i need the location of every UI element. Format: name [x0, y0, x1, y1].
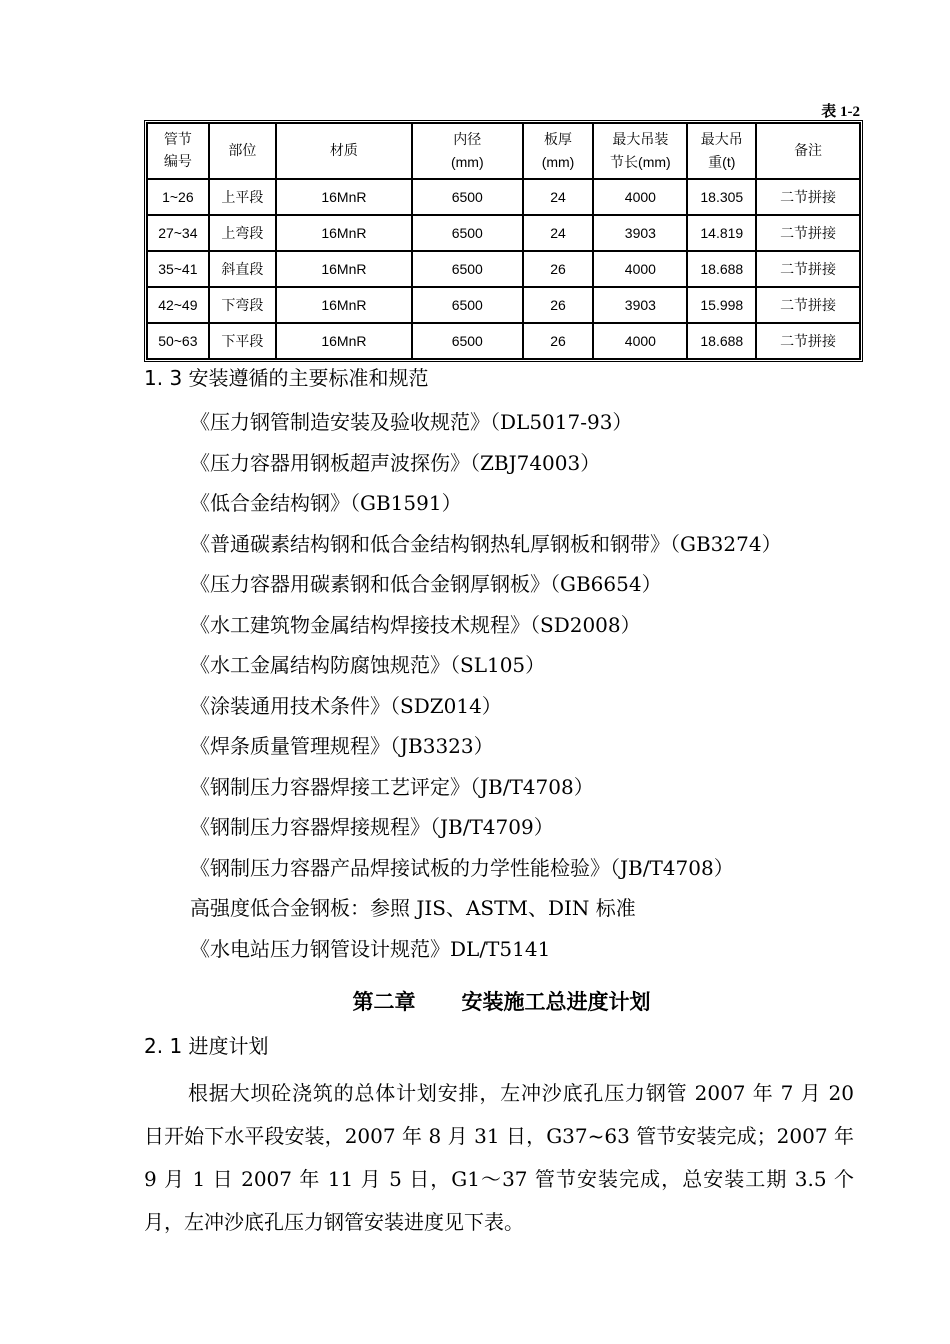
- table-cell: 斜直段: [209, 251, 276, 287]
- column-header: [412, 123, 523, 179]
- standard-item: 《焊条质量管理规程》（JB3323）: [190, 734, 494, 758]
- table-header-row: [147, 123, 860, 179]
- column-header: [276, 123, 412, 179]
- table-cell: 上平段: [209, 179, 276, 215]
- standard-item: 《水工建筑物金属结构焊接技术规程》（SD2008）: [190, 612, 641, 637]
- standard-item: 《钢制压力容器焊接规程》（JB/T4709）: [190, 815, 554, 839]
- standard-item: 《压力钢管制造安装及验收规范》（DL5017-93）: [190, 410, 633, 434]
- table-cell: 二节拼接: [756, 215, 860, 251]
- table-cell: 26: [523, 323, 594, 359]
- table-body: [147, 179, 860, 359]
- column-header-text: 内径: [453, 132, 482, 148]
- column-header-text: (mm): [541, 154, 575, 170]
- table-row: [147, 323, 860, 359]
- column-header-text: 板厚: [544, 132, 573, 148]
- table-cell: 15.998: [687, 287, 756, 323]
- column-header-text: (mm): [450, 154, 484, 170]
- table-cell: 24: [523, 179, 594, 215]
- table-cell: 16MnR: [276, 287, 412, 323]
- column-header-text: 最大吊装: [612, 132, 669, 148]
- column-header: [756, 123, 860, 179]
- table-cell: 42~49: [147, 287, 209, 323]
- section-title: 1. 3 安装遵循的主要标准和规范: [144, 366, 429, 390]
- standard-item: 《压力容器用碳素钢和低合金钢厚钢板》（GB6654）: [190, 572, 662, 596]
- table-cell: 16MnR: [276, 251, 412, 287]
- standard-item: 《水电站压力钢管设计规范》DL/T5141: [190, 936, 551, 961]
- table-cell: 1~26: [147, 179, 209, 215]
- table-cell: 18.688: [687, 323, 756, 359]
- table-cell: 上弯段: [209, 215, 276, 251]
- table-cell: 二节拼接: [756, 287, 860, 323]
- table-cell: 二节拼接: [756, 251, 860, 287]
- table-cell: 3903: [593, 287, 687, 323]
- table-cell: 二节拼接: [756, 323, 860, 359]
- table-cell: 24: [523, 215, 594, 251]
- table-cell: 16MnR: [276, 215, 412, 251]
- table-cell: 6500: [412, 179, 523, 215]
- column-header-text: 最大吊: [700, 132, 743, 148]
- chapter-heading: [0, 986, 950, 1016]
- table-cell: 4000: [593, 323, 687, 359]
- table-cell: 6500: [412, 323, 523, 359]
- table-cell: 4000: [593, 179, 687, 215]
- table-cell: 二节拼接: [756, 179, 860, 215]
- table-cell: 6500: [412, 287, 523, 323]
- standard-item: 《低合金结构钢》（GB1591）: [190, 491, 462, 515]
- table-cell: 3903: [593, 215, 687, 251]
- table-cell: 18.688: [687, 251, 756, 287]
- standard-item: 《普通碳素结构钢和低合金结构钢热轧厚钢板和钢带》（GB3274）: [190, 531, 782, 556]
- column-header-text: 重(t): [708, 154, 736, 170]
- table-cell: 18.305: [687, 179, 756, 215]
- table-row: [147, 179, 860, 215]
- column-header: [687, 123, 756, 179]
- standard-item: 《压力容器用钢板超声波探伤》（ZBJ74003）: [190, 450, 601, 475]
- pipe-section-table: [144, 120, 863, 362]
- standard-item: 高强度低合金钢板：参照 JIS、ASTM、DIN 标准: [190, 896, 636, 920]
- standard-item: 《钢制压力容器焊接工艺评定》（JB/T4708）: [190, 774, 594, 799]
- column-header-text: 节长(mm): [610, 154, 671, 170]
- table-caption: 表 1-2: [821, 104, 860, 120]
- table-cell: 16MnR: [276, 323, 412, 359]
- section-title: 2. 1 进度计划: [144, 1034, 269, 1058]
- chapter-title: 安装施工总进度计划: [461, 989, 651, 1014]
- column-header-text: 部位: [228, 143, 257, 159]
- standard-item: 《涂装通用技术条件》（SDZ014）: [190, 693, 502, 718]
- table-cell: 16MnR: [276, 179, 412, 215]
- standards-list: [190, 404, 782, 971]
- column-header-text: 编号: [163, 154, 192, 170]
- column-header: [593, 123, 687, 179]
- schedule-paragraph: 根据大坝砼浇筑的总体计划安排，左冲沙底孔压力钢管 2007 年 7 月 20 日开始下水平段安装，2007 年 8 月 31 日，G37~63 管节安装完成；2007 年 9 月 1 日 2007 年 11 月 5 日，G1～37 管节安装完成，总安装工期 3.5 个月，左冲沙底孔压力钢管安装进度见下表。: [144, 1081, 854, 1234]
- table-row: [147, 251, 860, 287]
- column-header-text: 材质: [329, 143, 358, 159]
- standard-item: 《钢制压力容器产品焊接试板的力学性能检验》（JB/T4708）: [190, 855, 734, 880]
- table-row: [147, 215, 860, 251]
- table-row: [147, 287, 860, 323]
- column-header-text: 管节: [163, 132, 192, 148]
- table-cell: 4000: [593, 251, 687, 287]
- table-cell: 35~41: [147, 251, 209, 287]
- table-cell: 26: [523, 287, 594, 323]
- table-cell: 27~34: [147, 215, 209, 251]
- table-cell: 26: [523, 251, 594, 287]
- standard-item: 《水工金属结构防腐蚀规范》（SL105）: [190, 653, 546, 677]
- column-header-text: 备注: [794, 143, 823, 159]
- table-cell: 50~63: [147, 323, 209, 359]
- chapter-number: 第二章: [352, 989, 416, 1014]
- column-header: [147, 123, 209, 179]
- column-header: [523, 123, 594, 179]
- table-cell: 14.819: [687, 215, 756, 251]
- table-cell: 下平段: [209, 323, 276, 359]
- column-header: [209, 123, 276, 179]
- table-cell: 6500: [412, 215, 523, 251]
- table-cell: 6500: [412, 251, 523, 287]
- table-cell: 下弯段: [209, 287, 276, 323]
